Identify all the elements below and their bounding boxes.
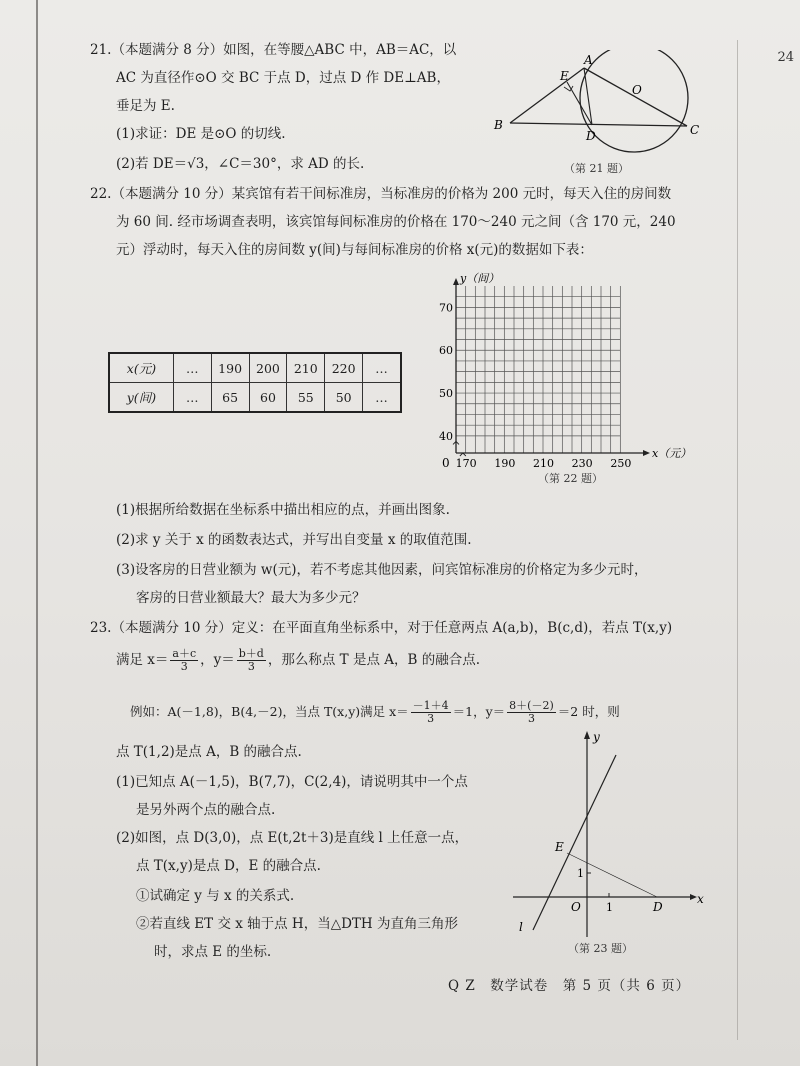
q22-data-table	[108, 352, 402, 413]
q23-example-line2: 点 T(1,2)是点 A，B 的融合点.	[116, 744, 302, 760]
q23-example-mid: ＝1，y＝	[452, 704, 506, 719]
y-axis-label: y（间）	[460, 272, 500, 285]
y-tick-label: 70	[439, 301, 453, 315]
label-c: C	[690, 123, 700, 137]
q22-line1: 22.（本题满分 10 分）某宾馆有若干间标准房，当标准房的价格为 200 元时，每天入住的房间数	[90, 186, 672, 202]
q21-line2: AC 为直径作⊙O 交 BC 于点 D，过点 D 作 DE⊥AB，	[116, 70, 450, 86]
fraction-num: b＋d	[238, 647, 264, 660]
q23-line2-pre: 满足 x＝	[116, 652, 169, 668]
table-cell: 210	[287, 353, 325, 383]
x-axis-arrow	[690, 894, 697, 900]
chart-grid	[456, 286, 620, 453]
q23-example-pre: 例如：A(－1,8)，B(4,－2)，当点 T(x,y)满足 x＝	[130, 704, 409, 719]
origin-label: 0	[442, 456, 450, 468]
table-cell: …	[173, 353, 211, 383]
table-cell: …	[173, 383, 211, 413]
segment-bc	[510, 123, 687, 126]
binding-margin-line	[36, 0, 38, 1066]
table-row	[109, 383, 401, 413]
q21-line1: 21.（本题满分 8 分）如图，在等腰△ABC 中，AB＝AC，以	[90, 42, 457, 58]
q23-part1-line1: (1)已知点 A(－1,5)，B(7,7)，C(2,4)，请说明其中一个点	[116, 774, 468, 790]
table-cell: 190	[211, 353, 249, 383]
q22-part3-line2: 客房的日营业额最大？最大为多少元？	[136, 590, 366, 606]
q22-part3-line1: (3)设客房的日营业额为 w(元)，若不考虑其他因素，问宾馆标准房的价格定为多少元时，	[116, 562, 648, 578]
q23-line2-mid: ，y＝	[200, 652, 235, 668]
x-axis-arrow	[643, 450, 650, 456]
table-cell: 65	[211, 383, 249, 413]
label-e: E	[560, 69, 569, 83]
table-cell: x(元)	[109, 353, 173, 383]
q23-line2	[116, 648, 480, 673]
q23-sub1: ①试确定 y 与 x 的关系式.	[136, 888, 295, 904]
fraction-den: 3	[427, 712, 435, 725]
table-cell: …	[363, 383, 401, 413]
label-l: l	[519, 920, 523, 934]
fraction-den: 3	[527, 712, 535, 725]
label-x: x	[697, 892, 704, 906]
label-o: O	[632, 83, 642, 97]
q22-part2: (2)求 y 关于 x 的函数表达式，并写出自变量 x 的取值范围.	[116, 532, 472, 548]
x-tick-label: 230	[571, 457, 593, 468]
fraction-num: a＋c	[172, 647, 197, 660]
x-tick-label: 190	[494, 457, 516, 468]
label-e: E	[555, 840, 564, 854]
table-row	[109, 353, 401, 383]
fraction-y	[237, 648, 266, 673]
circle-o	[580, 50, 688, 152]
fraction-den: 3	[180, 660, 188, 673]
label-origin: O	[571, 900, 581, 914]
q21-caption: （第 21 题）	[564, 162, 629, 175]
y-tick-label: 60	[439, 344, 453, 358]
fraction-num: 8＋(－2)	[509, 699, 554, 712]
table-cell: y(间)	[109, 383, 173, 413]
q22-part1: (1)根据所给数据在坐标系中描出相应的点，并画出图象.	[116, 502, 450, 518]
example-fraction-2	[507, 700, 556, 725]
x-axis-label: x（元）	[652, 447, 692, 460]
q23-sub2-line1: ②若直线 ET 交 x 轴于点 H，当△DTH 为直角三角形	[136, 916, 458, 932]
corner-page-number: 24	[777, 50, 794, 65]
q23-part2-line1: (2)如图，点 D(3,0)，点 E(t,2t＋3)是直线 l 上任意一点，	[116, 830, 469, 846]
q22-line2: 为 60 间. 经市场调查表明，该宾馆每间标准房的价格在 170～240 元之间（含 170 元，240	[116, 214, 676, 230]
y-axis-arrow	[453, 278, 459, 285]
q22-coordinate-grid	[430, 268, 720, 468]
chart-tick-labels	[439, 301, 631, 468]
q21-figure	[480, 50, 720, 170]
x-tick-label: 170	[455, 457, 477, 468]
fraction-x	[170, 648, 198, 673]
label-one-y: 1	[577, 867, 584, 880]
segment-ac	[584, 68, 687, 126]
table-cell: 50	[325, 383, 363, 413]
q21-line3: 垂足为 E.	[116, 98, 175, 114]
y-tick-label: 50	[439, 387, 453, 401]
q23-part1-line2: 是另外两个点的融合点.	[136, 802, 276, 818]
q23-sub2-line2: 时，求点 E 的坐标.	[154, 944, 272, 960]
fraction-den: 3	[247, 660, 255, 673]
fraction-num: －1＋4	[412, 699, 449, 712]
q23-part2-line2: 点 T(x,y)是点 D，E 的融合点.	[136, 858, 321, 874]
page-footer: Q Z 数学试卷 第 5 页（共 6 页）	[448, 978, 691, 994]
label-b: B	[494, 118, 503, 132]
table-cell: 220	[325, 353, 363, 383]
table-cell: 200	[249, 353, 287, 383]
example-fraction-1	[411, 700, 451, 725]
q22-caption: （第 22 题）	[538, 472, 603, 485]
x-tick-label: 250	[610, 457, 632, 468]
label-d: D	[653, 900, 663, 914]
q22-line3: 元）浮动时，每天入住的房间数 y(间)与每间标准房的价格 x(元)的数据如下表：	[116, 242, 593, 258]
q23-line1: 23.（本题满分 10 分）定义：在平面直角坐标系中，对于任意两点 A(a,b)，B(c,d)，若点 T(x,y)	[90, 620, 673, 636]
label-a: A	[584, 53, 593, 67]
q23-line2-post: ，那么称点 T 是点 A，B 的融合点.	[267, 652, 480, 668]
q21-part1: (1)求证：DE 是⊙O 的切线.	[116, 126, 286, 142]
label-d: D	[586, 129, 596, 143]
segment-ad	[584, 68, 592, 125]
table-cell: …	[363, 353, 401, 383]
label-one-x: 1	[606, 901, 613, 914]
q23-example-post: ＝2 时，则	[557, 704, 620, 719]
x-tick-label: 210	[533, 457, 554, 468]
q21-part2: (2)若 DE＝√3，∠C＝30°，求 AD 的长.	[116, 156, 365, 172]
y-tick-label: 40	[439, 429, 453, 443]
q23-example-line1	[130, 700, 620, 725]
table-cell: 60	[249, 383, 287, 413]
segment-ba	[510, 68, 584, 123]
label-y: y	[593, 730, 600, 744]
page-edge-line	[737, 40, 738, 1040]
y-axis-arrow	[584, 731, 590, 739]
q23-figure	[505, 725, 720, 940]
segment-de	[567, 82, 592, 125]
table-cell: 55	[287, 383, 325, 413]
q23-caption: （第 23 题）	[568, 942, 633, 955]
